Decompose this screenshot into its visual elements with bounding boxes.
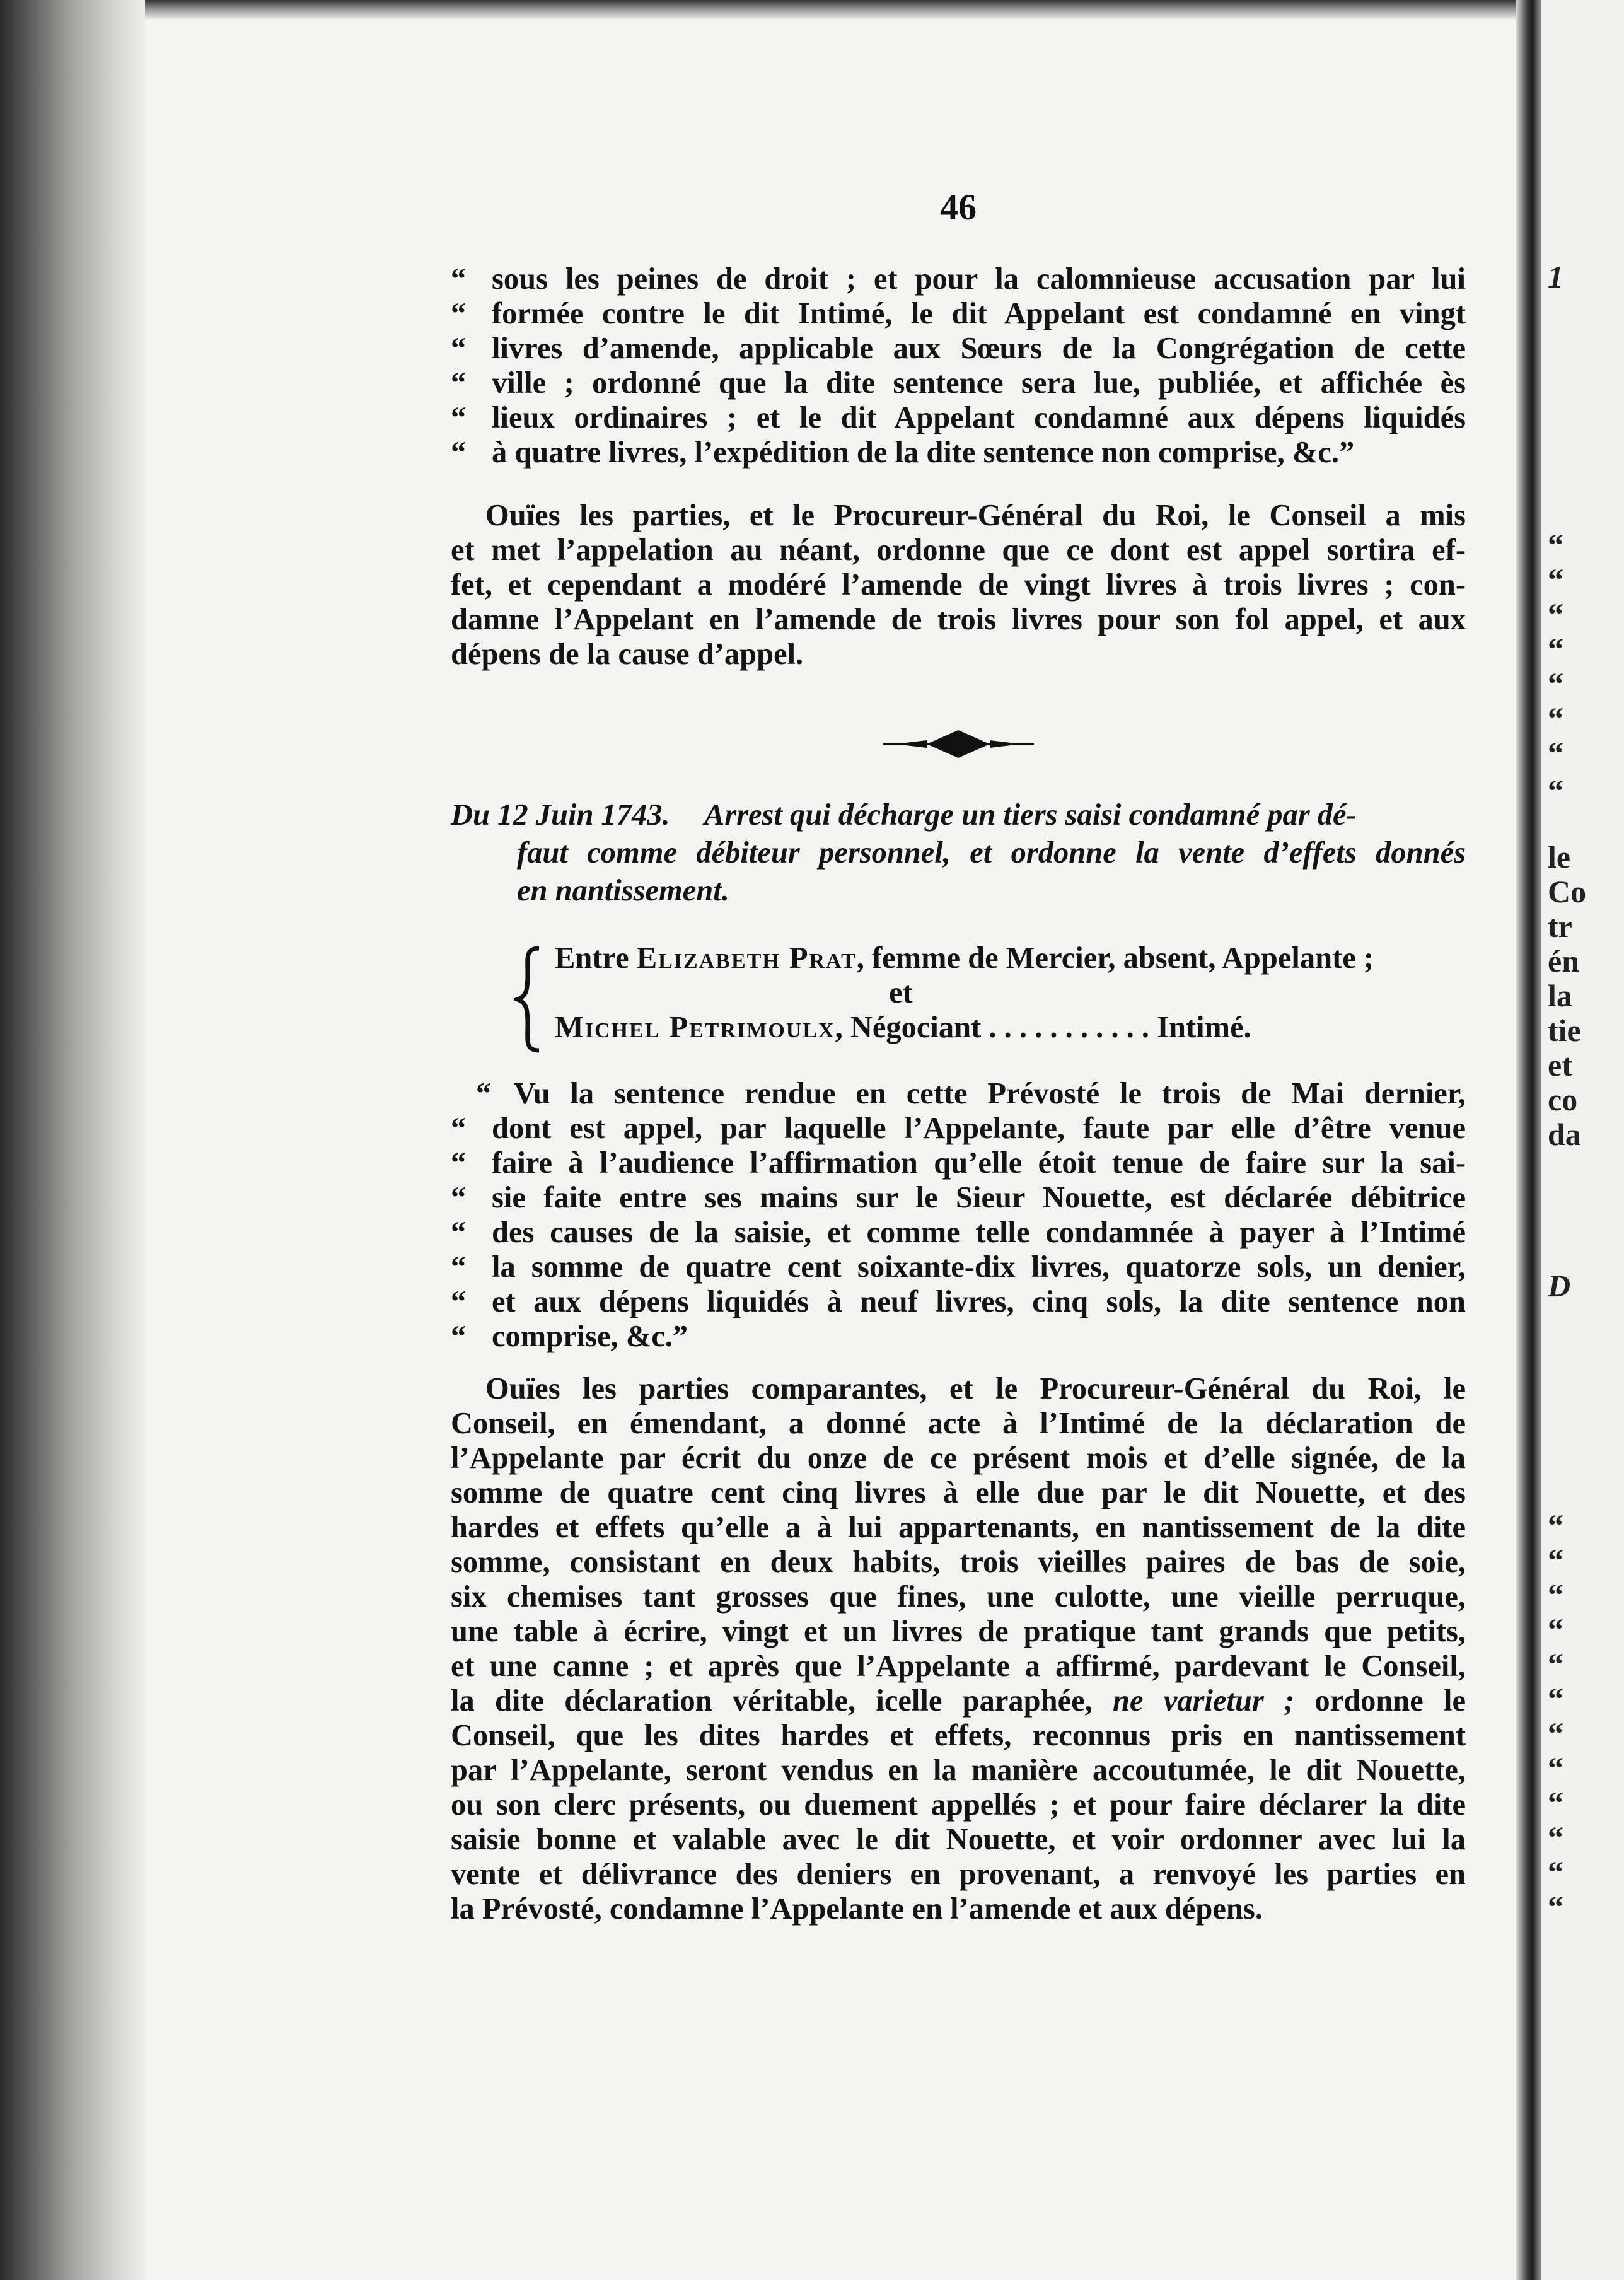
respondent-description: , Négociant . . . . . . . . . . . Intimé. [835,1011,1251,1044]
case-heading-part-3: en nantissement. [517,874,729,907]
quoted-line-text: des causes de la saisie, et comme telle condamnée à payer à l’Intimé [492,1216,1466,1249]
adjacent-page-fragment: tr [1548,909,1572,944]
adjacent-page-fragment: “ [1548,1750,1563,1786]
paragraph-line: damne l’Appelant en l’amende de trois livres pour son fol appel, et aux [451,603,1466,636]
quoted-line-text: sie faite entre ses mains sur le Sieur Nouette, est déclarée débitrice [492,1181,1466,1214]
quote-mark: “ [451,262,467,296]
paragraph-line: l’Appelante par écrit du onze de ce présent mois et d’elle signée, de la [451,1441,1466,1475]
quoted-line-text: comprise, &c.” [492,1320,688,1353]
page-number: 46 [940,187,977,228]
quote-mark: “ [451,401,467,434]
adjacent-page-fragment: “ [1548,1681,1563,1716]
book-binding-gutter [0,0,145,2280]
quoted-line-text: lieux ordinaires ; et le dit Appelant condamné aux dépens liquidés [492,401,1466,434]
appellant-description: , femme de Mercier, absent, Appelante ; [856,941,1374,975]
quote-mark: “ [451,297,467,330]
parties-entre: Entre [555,941,629,975]
quote-mark: “ [476,1077,492,1110]
appellant-name: Elizabeth Prat [636,941,857,975]
quote-mark: “ [451,1112,467,1145]
latin-phrase: ne varietur ; [1113,1684,1295,1718]
adjacent-page-fragment: 1 [1548,259,1563,294]
quoted-line-text: Vu la sentence rendue en cette Prévosté le trois de Mai dernier, [514,1077,1466,1110]
adjacent-page-edge [1541,0,1624,2280]
adjacent-page-fragment: “ [1548,773,1563,808]
quote-mark: “ [451,1216,467,1249]
paragraph-line: six chemises tant grosses que fines, une culotte, une vieille perruque, [451,1580,1466,1614]
adjacent-page-fragment: “ [1548,1577,1563,1612]
parties-brace [514,946,545,1053]
parties-line-respondent [555,1010,1251,1045]
case-title-line-1 [451,798,1466,832]
adjacent-page-fragment: et [1548,1047,1572,1083]
adjacent-page-fragment: le [1548,839,1571,875]
case-heading-part-1: Arrest qui décharge un tiers saisi condamné par dé- [704,798,1357,832]
paragraph-line: Conseil, en émendant, a donné acte à l’Intimé de la déclaration de [451,1407,1466,1440]
quoted-line-text: à quatre livres, l’expédition de la dite sentence non comprise, &c.” [492,436,1355,469]
adjacent-page-fragment: “ [1548,1785,1563,1820]
paragraph-line: et une canne ; et après que l’Appelante a affirmé, pardevant le Conseil, [451,1649,1466,1683]
adjacent-page-fragment: “ [1548,1854,1563,1890]
paragraph-line: dépens de la cause d’appel. [451,637,804,671]
quoted-line-text: dont est appel, par laquelle l’Appelante, faute par elle d’être venue [492,1112,1466,1145]
adjacent-page-fragment: “ [1548,735,1563,771]
quoted-line-text: et aux dépens liquidés à neuf livres, cinq sols, la dite sentence non [492,1285,1466,1318]
paragraph-line: la Prévosté, condamne l’Appelante en l’amende et aux dépens. [451,1892,1263,1926]
adjacent-page-fragment: én [1548,943,1579,979]
paragraph-line: vente et délivrance des deniers en provenant, a renvoyé les parties en [451,1858,1466,1891]
paragraph-line: par l’Appelante, seront vendus en la manière accoutumée, le dit Nouette, [451,1754,1466,1787]
quote-mark: “ [451,1250,467,1284]
quoted-line-text: la somme de quatre cent soixante-dix livres, quatorze sols, un denier, [492,1250,1466,1284]
quote-mark: “ [451,436,467,469]
quoted-line-text: ville ; ordonné que la dite sentence sera lue, publiée, et affichée ès [492,366,1466,400]
quote-mark: “ [451,1146,467,1180]
adjacent-page-fragment: “ [1548,1542,1563,1578]
paragraph-line: somme de quatre cent cinq livres à elle due par le dit Nouette, et des [451,1476,1466,1509]
paragraph-line: somme, consistant en deux habits, trois vieilles paires de bas de soie, [451,1545,1466,1579]
adjacent-page-fragment: co [1548,1082,1578,1117]
paragraph-line: et met l’appelation au néant, ordonne que ce dont est appel sortira ef- [451,533,1466,567]
respondent-name: Michel Petrimoulx [555,1011,835,1044]
quote-mark: “ [451,1181,467,1214]
adjacent-page-fragment: “ [1548,1889,1563,1924]
adjacent-page-fragment: “ [1548,1612,1563,1647]
paragraph-line-with-latin [451,1684,1466,1718]
adjacent-page-fragment: “ [1548,666,1563,701]
paragraph-line: Conseil, que les dites hardes et effets, reconnus pris en nantissement [451,1719,1466,1752]
adjacent-page-fragment: da [1548,1117,1581,1152]
adjacent-page-fragment: Co [1548,874,1587,909]
quoted-line-text: formée contre le dit Intimé, le dit Appelant est condamné en vingt [492,297,1466,330]
quoted-line-text: sous les peines de droit ; et pour la calomnieuse accusation par lui [492,262,1466,296]
adjacent-page-fragment: tie [1548,1013,1581,1048]
case-heading-part-2: faut comme débiteur personnel, et ordonne la vente d’effets donnés [517,836,1466,870]
paragraph-line: ou son clerc présents, ou duement appellés ; et pour faire déclarer la dite [451,1788,1466,1822]
quote-mark: “ [451,332,467,365]
adjacent-page-fragment: “ [1548,596,1563,632]
parties-line-appellant [555,941,1374,975]
paragraph-line: saisie bonne et valable avec le dit Nouette, et voir ordonner avec lui la [451,1823,1466,1856]
paragraph-line: fet, et cependant a modéré l’amende de vingt livres à trois livres ; con- [451,568,1466,602]
paragraph-line: Ouïes les parties, et le Procureur-Général du Roi, le Conseil a mis [485,499,1466,532]
quoted-line-text: livres d’amende, applicable aux Sœurs de la Congrégation de cette [492,332,1466,365]
quote-mark: “ [451,1285,467,1318]
case-date: Du 12 Juin 1743. [451,798,670,832]
adjacent-page-fragment: “ [1548,701,1563,736]
adjacent-page-fragment: “ [1548,1508,1563,1543]
adjacent-page-fragment: D [1548,1268,1571,1303]
parties-connector: et [889,976,913,1009]
paragraph-line: une table à écrire, vingt et un livres de pratique tant grands que petits, [451,1615,1466,1648]
quote-mark: “ [451,366,467,400]
adjacent-page-fragment: “ [1548,1820,1563,1855]
adjacent-page-fragment: “ [1548,562,1563,597]
adjacent-page-fragment: la [1548,978,1572,1013]
quoted-line-text: faire à l’audience l’affirmation qu’elle étoit tenue de faire sur la sai- [492,1146,1466,1180]
page-fold-shadow [1516,0,1541,2280]
paragraph-line: Ouïes les parties comparantes, et le Procureur-Général du Roi, le [485,1372,1466,1405]
section-divider-ornament [883,725,1034,763]
adjacent-page-fragment: “ [1548,631,1563,666]
paragraph-text: la dite déclaration véritable, icelle paraphée, [451,1684,1093,1718]
adjacent-page-fragment: “ [1548,1646,1563,1682]
paragraph-text: ordonne le [1314,1684,1466,1718]
adjacent-page-fragment: “ [1548,1716,1563,1751]
quote-mark: “ [451,1320,467,1353]
adjacent-page-fragment: “ [1548,527,1563,562]
paragraph-line: hardes et effets qu’elle a à lui appartenants, en nantissement de la dite [451,1511,1466,1544]
